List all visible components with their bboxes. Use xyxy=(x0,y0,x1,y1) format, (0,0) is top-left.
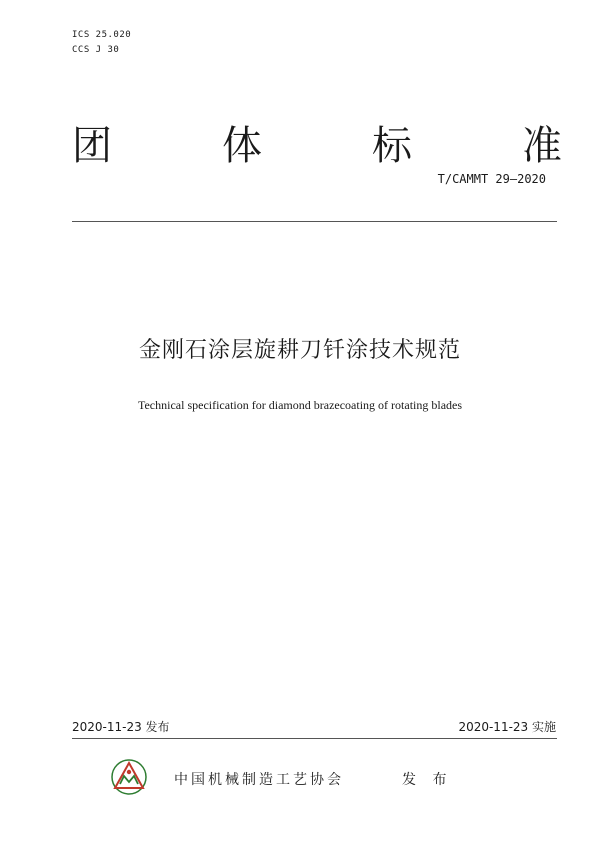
issued-label: 发 布 xyxy=(402,772,453,788)
document-type-title xyxy=(72,112,562,172)
ccs-code: CCS J 30 xyxy=(72,45,120,55)
association-logo-icon xyxy=(110,758,148,796)
standard-number: T/CAMMT 29—2020 xyxy=(437,172,546,186)
implement-date: 2020-11-23 实施 xyxy=(458,720,556,734)
title-char: 准 xyxy=(522,122,562,169)
footer-divider xyxy=(72,738,557,739)
publish-date: 2020-11-23 发布 xyxy=(72,720,170,734)
header-divider xyxy=(72,221,557,222)
issuing-organization: 中国机械制造工艺协会 xyxy=(174,772,344,788)
title-char: 体 xyxy=(222,122,262,169)
ics-code: ICS 25.020 xyxy=(72,30,132,40)
english-title: Technical specification for diamond brazecoating of rotating blades xyxy=(137,398,463,412)
title-char: 团 xyxy=(72,122,112,169)
chinese-title: 金刚石涂层旋耕刀钎涂技术规范 xyxy=(138,338,461,363)
title-char: 标 xyxy=(372,122,412,169)
